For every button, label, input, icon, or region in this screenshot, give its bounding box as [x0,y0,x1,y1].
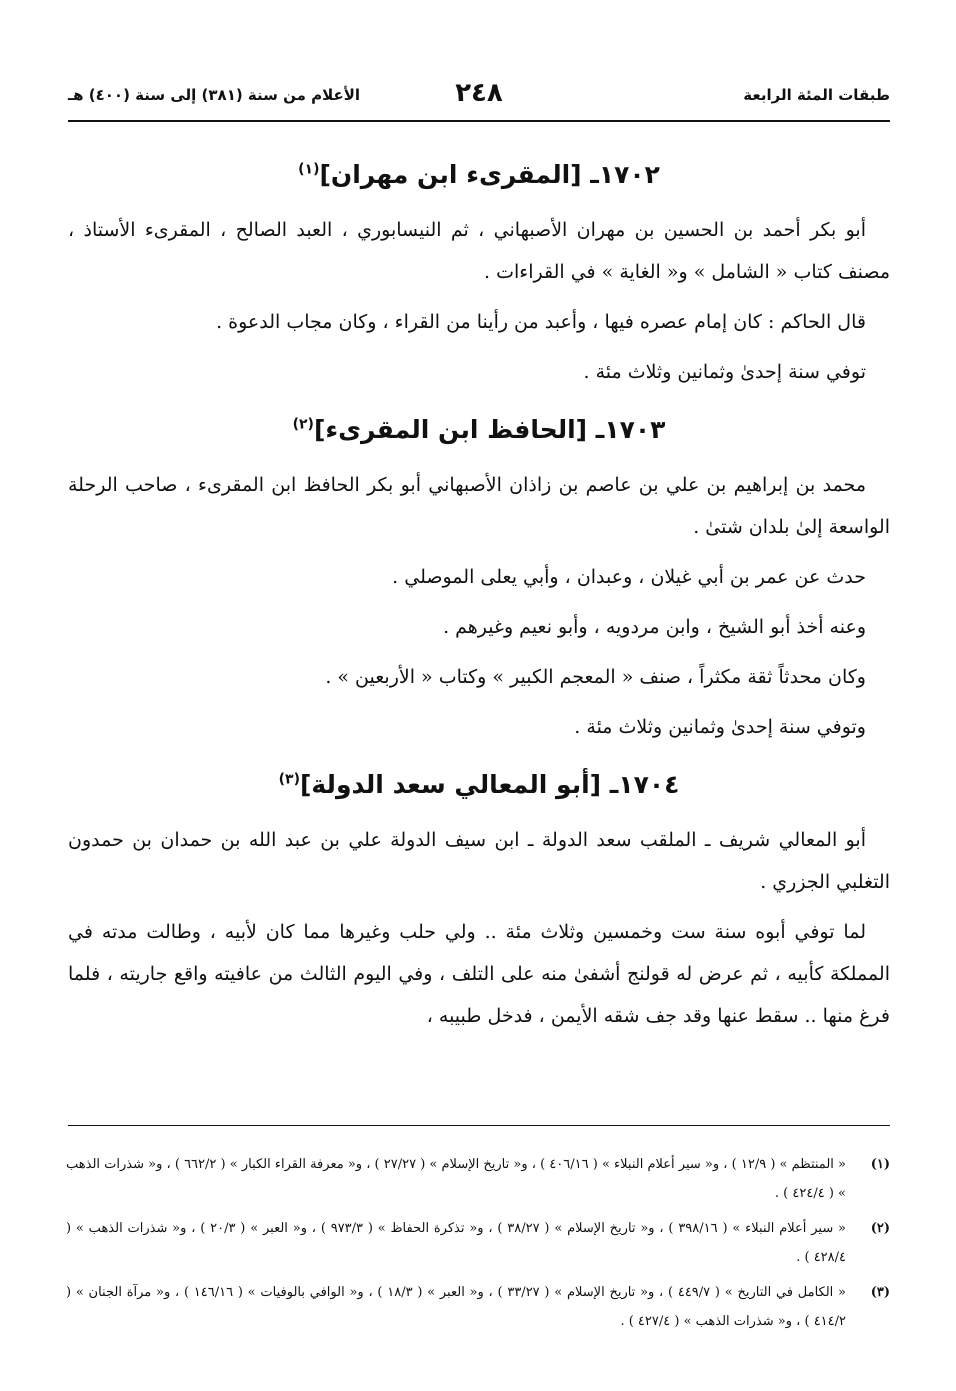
entry-heading: ١٧٠٤ـ [أبو المعالي سعد الدولة]$^{(٣)}$ [278,770,680,799]
biography-entry-1704 [68,770,890,1037]
footnote [66,1278,890,1336]
footnote-reference[interactable]: (٣) [278,771,300,788]
footnote-number: (٢) [870,1221,890,1236]
section-range: الأعلام من سنة (٣٨١) إلى سنة (٤٠٠) هـ [68,86,361,104]
entry-paragraph: توفي سنة إحدىٰ وثمانين وثلاث مئة . [583,361,866,383]
biography-entry-1702 [68,160,890,393]
entry-paragraph: حدث عن عمر بن أبي غيلان ، وعبدان ، وأبي يعلى الموصلي . [392,566,866,588]
main-text [68,160,890,1059]
running-header [68,78,890,118]
entry-paragraph: لما توفي أبوه سنة ست وخمسين وثلاث مئة .. ولي حلب وغيرها مما كان لأبيه ، وطالت مدته في المملكة كأبيه ، ثم عرض له قولنج أشفىٰ منه على التلف ، وفي اليوم الثالث من عافيته واقع جاريته ، فلما فرغ منها .. سقط عنها وقد جف شقه الأيمن ، فدخل طبيبه ، [68,921,890,1027]
entry-paragraph: وتوفي سنة إحدىٰ وثمانين وثلاث مئة . [574,716,866,738]
entry-paragraph: وعنه أخذ أبو الشيخ ، وابن مردويه ، وأبو نعيم وغيرهم . [443,616,866,638]
footnote-reference[interactable]: (٢) [292,416,314,433]
biography-entry-1703 [68,415,890,748]
header-divider [68,120,890,122]
footnote-reference[interactable]: (١) [298,161,320,178]
entry-paragraph: وكان محدثاً ثقة مكثراً ، صنف « المعجم الكبير » وكتاب « الأربعين » . [325,666,866,688]
entry-paragraph: أبو بكر أحمد بن الحسين بن مهران الأصبهاني ، ثم النيسابوري ، العبد الصالح ، المقرىء الأستاذ ، مصنف كتاب « الشامل » و« الغاية » في القراءات . [68,219,890,283]
footnote [66,1150,890,1208]
entry-heading: ١٧٠٣ـ [الحافظ ابن المقرىء]$^{(٢)}$ [292,415,666,444]
footnote-text: « المنتظم » ( ١٢/٩ ) ، و« سير أعلام النبلاء » ( ٤٠٦/١٦ ) ، و« تاريخ الإسلام » ( ٢٧/٢٧ ) ، و« معرفة القراء الكبار » ( ٦٦٢/٢ ) ، و« شذرات الذهب » ( ٤٢٤/٤ ) . [66,1157,846,1201]
footnote-number: (٣) [870,1285,890,1300]
footnote-text: « الكامل في التاريخ » ( ٤٤٩/٧ ) ، و« تاريخ الإسلام » ( ٣٣/٢٧ ) ، و« العبر » ( ١٨/٣ ) ، و« الوافي بالوفيات » ( ١٤٦/١٦ ) ، و« مرآة الجنان » ( ٤١٤/٢ ) ، و« شذرات الذهب » ( ٤٢٧/٤ ) . [66,1285,846,1329]
footnotes [66,1150,890,1342]
entry-heading: ١٧٠٢ـ [المقرىء ابن مهران]$^{(١)}$ [298,160,660,189]
footnote-number: (١) [870,1157,890,1172]
book-title: طبقات المئة الرابعة [743,86,890,104]
entry-paragraph: قال الحاكم : كان إمام عصره فيها ، وأعبد من رأينا من القراء ، وكان مجاب الدعوة . [216,311,866,333]
footnote-text: « سير أعلام النبلاء » ( ٣٩٨/١٦ ) ، و« تاريخ الإسلام » ( ٣٨/٢٧ ) ، و« تذكرة الحفاظ » ( ٩٧٣/٣ ) ، و« العبر » ( ٢٠/٣ ) ، و« شذرات الذهب » ( ٤٢٨/٤ ) . [66,1221,846,1265]
entry-paragraph: أبو المعالي شريف ـ الملقب سعد الدولة ـ ابن سيف الدولة علي بن عبد الله بن حمدان بن حمدون التغلبي الجزري . [68,829,890,893]
footnote-divider [68,1125,890,1126]
entry-paragraph: محمد بن إبراهيم بن علي بن عاصم بن زاذان الأصبهاني أبو بكر الحافظ ابن المقرىء ، صاحب الرحلة الواسعة إلىٰ بلدان شتىٰ . [68,474,890,538]
footnote [66,1214,890,1272]
page-number: ٢٤٨ [455,78,503,108]
